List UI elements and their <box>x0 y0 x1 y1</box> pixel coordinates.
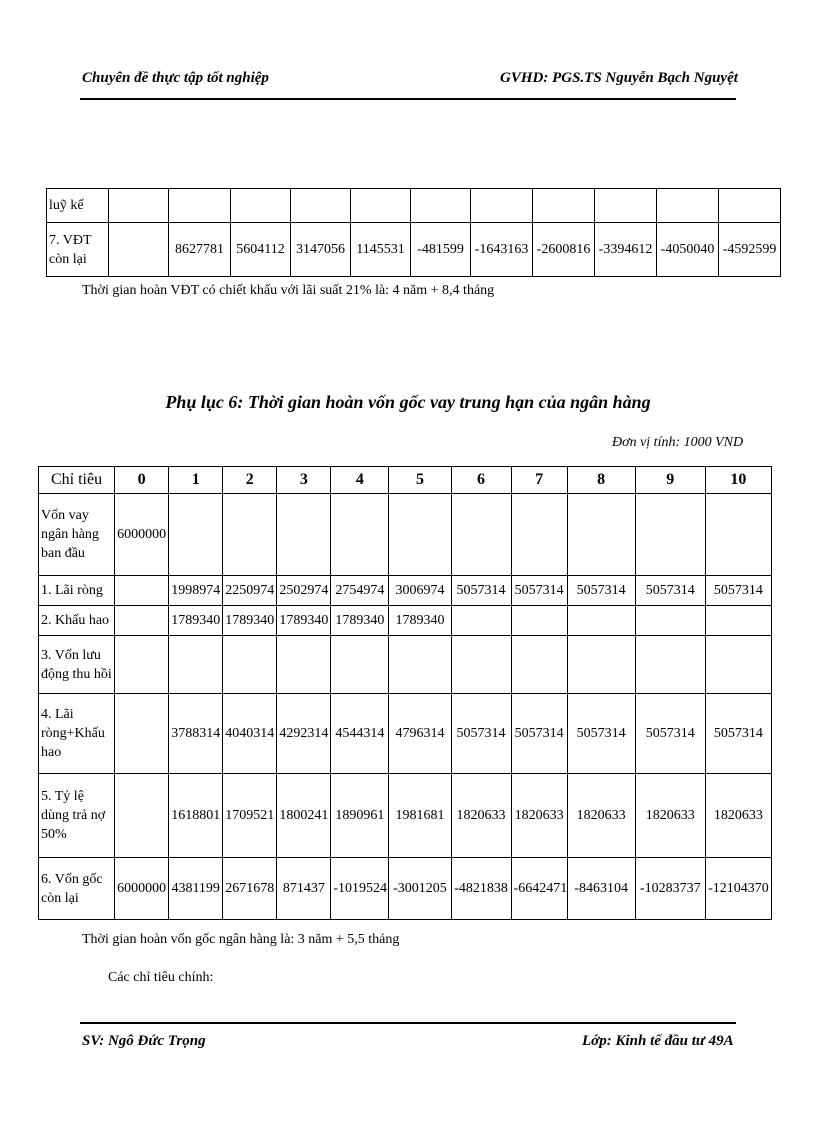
table-cell: 1618801 <box>169 774 223 858</box>
table-cell: 4292314 <box>277 694 331 774</box>
column-header: 6 <box>451 467 511 494</box>
table-cell: -3001205 <box>389 858 451 920</box>
table-cell: 2754974 <box>331 576 389 606</box>
table-row <box>39 774 772 858</box>
table-cell <box>231 189 291 223</box>
table-row <box>39 494 772 576</box>
table-row <box>39 694 772 774</box>
appendix-title: Phụ lục 6: Thời gian hoàn vốn gốc vay trung hạn của ngân hàng <box>165 392 651 412</box>
table-cell: -6642471 <box>511 858 567 920</box>
table-cell <box>291 189 351 223</box>
table-cell <box>169 189 231 223</box>
payback-note-1: Thời gian hoàn VĐT có chiết khấu với lãi suất 21% là: 4 năm + 8,4 tháng <box>82 283 495 298</box>
table-cell: -4050040 <box>657 223 719 277</box>
column-header: 0 <box>115 467 169 494</box>
table-cell: 2671678 <box>223 858 277 920</box>
table-row <box>39 576 772 606</box>
table-cell: 5057314 <box>451 576 511 606</box>
table-cell <box>223 494 277 576</box>
table-cell: 5057314 <box>635 694 705 774</box>
table-cell <box>451 606 511 636</box>
table-cell: -4592599 <box>719 223 781 277</box>
table-cell: 1820633 <box>705 774 771 858</box>
table-cell <box>277 494 331 576</box>
row-label: luỹ kế <box>47 189 109 223</box>
table-cell: 4796314 <box>389 694 451 774</box>
table-cell <box>115 694 169 774</box>
table-cell: 1789340 <box>389 606 451 636</box>
table-bank-loan-payback <box>38 466 772 920</box>
row-label: 5. Tỷ lệ dùng trả nợ 50% <box>39 774 115 858</box>
table-row <box>47 223 781 277</box>
table-cell: 5057314 <box>511 694 567 774</box>
row-label: 7. VĐT còn lại <box>47 223 109 277</box>
table-cell <box>115 576 169 606</box>
table-cell: 4381199 <box>169 858 223 920</box>
table-cell: -4821838 <box>451 858 511 920</box>
table-cell: 1820633 <box>511 774 567 858</box>
table-cell <box>533 189 595 223</box>
column-header: 2 <box>223 467 277 494</box>
table-row <box>47 189 781 223</box>
table-row <box>39 636 772 694</box>
table-cell: 4544314 <box>331 694 389 774</box>
table-cell: 1820633 <box>567 774 635 858</box>
table-cell <box>705 636 771 694</box>
table-cell: 5057314 <box>567 694 635 774</box>
table-cell: 5057314 <box>635 576 705 606</box>
table-cell <box>705 494 771 576</box>
table-cell <box>411 189 471 223</box>
column-header: 3 <box>277 467 331 494</box>
table-cumulative-investment <box>46 188 781 277</box>
payback-note-2: Thời gian hoàn vốn gốc ngân hàng là: 3 năm + 5,5 tháng <box>82 932 400 947</box>
table-cell <box>115 606 169 636</box>
column-header: 4 <box>331 467 389 494</box>
table-cell <box>635 606 705 636</box>
table-cell: 871437 <box>277 858 331 920</box>
table-cell <box>657 189 719 223</box>
table-cell: -12104370 <box>705 858 771 920</box>
table-cell: 1789340 <box>331 606 389 636</box>
table-cell: 1709521 <box>223 774 277 858</box>
header-left: Chuyên đề thực tập tốt nghiệp <box>82 70 269 86</box>
table-cell <box>109 223 169 277</box>
row-label: 2. Khấu hao <box>39 606 115 636</box>
table-cell: -10283737 <box>635 858 705 920</box>
table-cell: 5057314 <box>705 576 771 606</box>
table-cell <box>511 606 567 636</box>
table-cell <box>719 189 781 223</box>
table-cell: 1800241 <box>277 774 331 858</box>
column-header: 9 <box>635 467 705 494</box>
table-cell: 8627781 <box>169 223 231 277</box>
table-cell: 5604112 <box>231 223 291 277</box>
table-cell: 4040314 <box>223 694 277 774</box>
table-cell <box>331 636 389 694</box>
table-cell: 1789340 <box>223 606 277 636</box>
table-cell: 5057314 <box>451 694 511 774</box>
table-row <box>39 606 772 636</box>
table-cell: 3006974 <box>389 576 451 606</box>
column-header: Chỉ tiêu <box>39 467 115 494</box>
table-cell <box>169 494 223 576</box>
table-cell <box>451 636 511 694</box>
table-cell: 1145531 <box>351 223 411 277</box>
table-cell <box>595 189 657 223</box>
table-cell: 2502974 <box>277 576 331 606</box>
table-cell: 5057314 <box>567 576 635 606</box>
table-cell: 1789340 <box>277 606 331 636</box>
table-cell <box>471 189 533 223</box>
table-cell: -1643163 <box>471 223 533 277</box>
row-label: 4. Lãi ròng+Khấu hao <box>39 694 115 774</box>
footer-left: SV: Ngô Đức Trọng <box>82 1033 206 1049</box>
table-cell: -8463104 <box>567 858 635 920</box>
table-cell <box>705 606 771 636</box>
table-cell: -481599 <box>411 223 471 277</box>
main-indicators-label: Các chỉ tiêu chính: <box>108 970 214 985</box>
table-cell <box>511 636 567 694</box>
table-cell: -3394612 <box>595 223 657 277</box>
table-cell: 3147056 <box>291 223 351 277</box>
row-label: 1. Lãi ròng <box>39 576 115 606</box>
table-cell: 2250974 <box>223 576 277 606</box>
table-cell: -2600816 <box>533 223 595 277</box>
header-rule <box>80 98 736 100</box>
table-cell: 6000000 <box>115 494 169 576</box>
table-cell <box>277 636 331 694</box>
table-cell <box>511 494 567 576</box>
row-label: 3. Vốn lưu động thu hồi <box>39 636 115 694</box>
table-row <box>39 858 772 920</box>
table-cell: 1998974 <box>169 576 223 606</box>
row-label: 6. Vốn gốc còn lại <box>39 858 115 920</box>
table-cell <box>169 636 223 694</box>
row-label: Vốn vay ngân hàng ban đầu <box>39 494 115 576</box>
table-cell <box>389 494 451 576</box>
table-cell <box>567 636 635 694</box>
table-cell: 1890961 <box>331 774 389 858</box>
table-cell <box>223 636 277 694</box>
column-header: 10 <box>705 467 771 494</box>
table-cell: 6000000 <box>115 858 169 920</box>
table-cell: 1820633 <box>635 774 705 858</box>
table-cell <box>567 606 635 636</box>
table-cell: 1789340 <box>169 606 223 636</box>
table-cell: 3788314 <box>169 694 223 774</box>
table-cell <box>389 636 451 694</box>
table-cell <box>115 774 169 858</box>
table-cell: 1981681 <box>389 774 451 858</box>
table-cell <box>567 494 635 576</box>
table-cell <box>351 189 411 223</box>
column-header: 1 <box>169 467 223 494</box>
table-cell: -1019524 <box>331 858 389 920</box>
table-cell: 5057314 <box>511 576 567 606</box>
table-cell <box>331 494 389 576</box>
column-header: 5 <box>389 467 451 494</box>
unit-label: Đơn vị tính: 1000 VND <box>612 435 744 450</box>
footer-rule <box>80 1022 736 1024</box>
header-right: GVHD: PGS.TS Nguyễn Bạch Nguyệt <box>500 70 738 86</box>
table-cell: 5057314 <box>705 694 771 774</box>
table-cell <box>451 494 511 576</box>
table-cell <box>115 636 169 694</box>
footer-right: Lớp: Kinh tế đầu tư 49A <box>582 1033 734 1049</box>
table-cell <box>109 189 169 223</box>
table-cell: 1820633 <box>451 774 511 858</box>
table-cell <box>635 636 705 694</box>
table-cell <box>635 494 705 576</box>
column-header: 8 <box>567 467 635 494</box>
column-header: 7 <box>511 467 567 494</box>
